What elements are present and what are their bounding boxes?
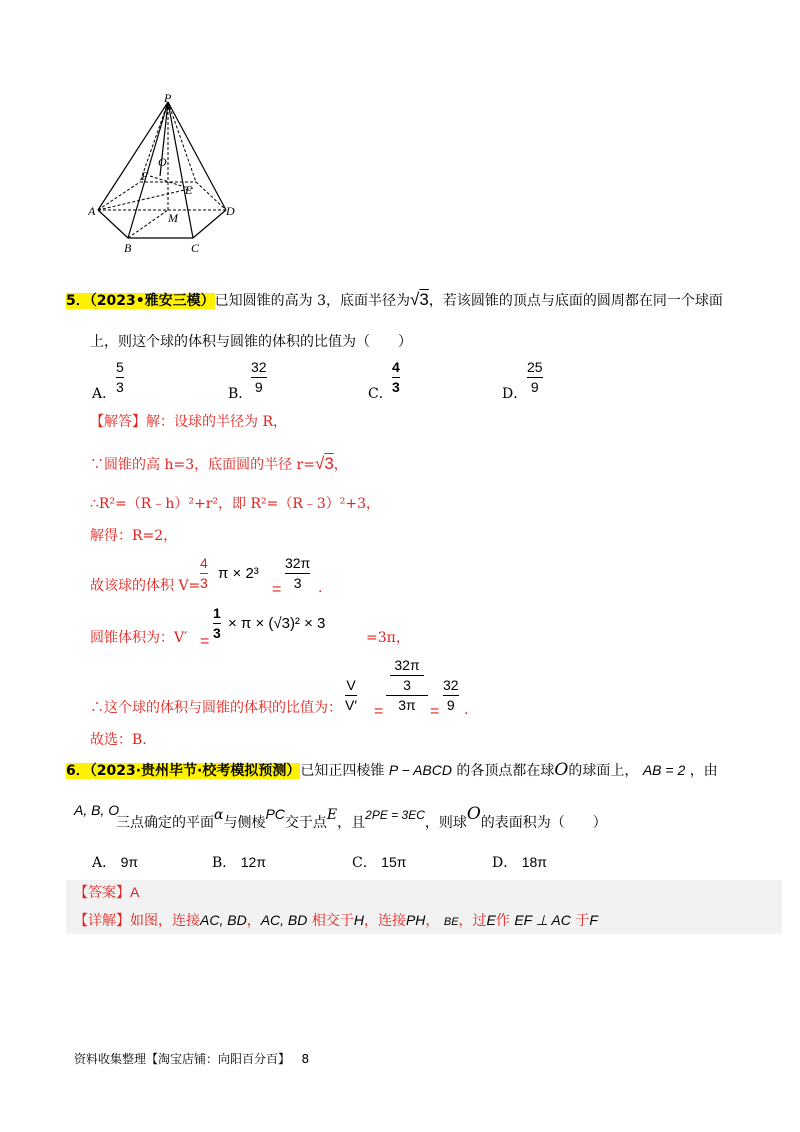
- q5-option-b: B．: [228, 386, 253, 402]
- q5-l7-end: .: [464, 702, 469, 718]
- q5-l6-mid: × π × (√3)² × 3: [228, 615, 326, 632]
- point-label: O: [158, 155, 167, 169]
- q5-l7-frac1: V V′: [345, 677, 357, 713]
- q6-option-a: A． 9π: [92, 854, 139, 871]
- sqrt-symbol: √3: [410, 290, 429, 309]
- q5-tag: 5．（2023•雅安三模）: [66, 293, 215, 309]
- q5-l5-frac1: 4 3: [200, 555, 208, 591]
- q6-option-c: C． 15π: [352, 854, 407, 871]
- q6-option-d: D． 18π: [492, 854, 547, 871]
- q5-solution-line6: 圆锥体积为：V′: [90, 630, 188, 646]
- q5-solution-line8: 故选：B.: [90, 732, 147, 748]
- q5-l7-eq1: =: [374, 703, 384, 720]
- q6-points: A, B, O: [74, 802, 120, 818]
- q5-line1: [66, 290, 723, 311]
- q6-option-b: B． 12π: [212, 854, 266, 871]
- point-label: E: [185, 183, 193, 197]
- page-number: 8: [301, 1052, 310, 1066]
- q5-l6-frac: 1 3: [213, 605, 221, 641]
- q5-option-d-frac: 25 9: [527, 359, 543, 395]
- q6-line1: 6．（2023·贵州毕节·校考模拟预测）已知正四棱锥 P − ABCD 的各顶点都在球O的球面上， AB = 2 ，由: [66, 760, 718, 780]
- q5-l7-frac3: 32 9: [443, 677, 459, 713]
- q5-option-c: C．: [368, 386, 393, 402]
- page-footer: 资料收集整理【淘宝店铺：向阳百分百】 8: [74, 1052, 310, 1066]
- q5-l6-eq: =: [200, 633, 210, 650]
- q5-option-d: D．: [502, 386, 528, 402]
- q5-solution-line2: ∵圆锥的高 h=3，底面圆的半径 r=√3，: [90, 454, 348, 473]
- q5-text: ，若该圆锥的顶点与底面的圆周都在同一个球面: [428, 293, 723, 309]
- point-label: P: [164, 92, 172, 105]
- q5-l7-frac2: 32π 3 3π: [386, 658, 428, 713]
- q5-option-a: A．: [92, 386, 117, 402]
- q5-l7-eq2: =: [430, 703, 440, 720]
- pyramid-figure: [88, 92, 248, 262]
- q5-solution-line1: 【解答】解：设球的半径为 R，: [90, 414, 287, 430]
- q6-tag: 6．（2023·贵州毕节·校考模拟预测）: [66, 763, 301, 779]
- q5-solution-line5: 故该球的体积 V=: [90, 578, 201, 594]
- q5-l5-frac2: 32π 3: [285, 555, 311, 591]
- q5-text: 已知圆锥的高为 3，底面半径为: [214, 293, 411, 309]
- q5-solution-line4: 解得：R=2，: [90, 528, 178, 544]
- q5-l5-eq: =: [272, 581, 282, 598]
- point-label: B: [124, 241, 132, 255]
- q5-option-c-frac: 4 3: [392, 359, 400, 395]
- point-label: C: [191, 241, 200, 255]
- point-label: F: [141, 169, 149, 183]
- q5-solution-line7: ∴这个球的体积与圆锥的体积的比值为：: [90, 700, 342, 716]
- q5-line2: 上，则这个球的体积与圆锥的体积的比值为（ ）: [90, 334, 412, 350]
- q6-detail: 【详解】如图，连接AC, BD，AC, BD 相交于H，连接PH， BE，过E作 EF ⊥ AC 于F: [74, 912, 598, 929]
- point-label: M: [168, 211, 178, 225]
- q5-option-b-frac: 32 9: [251, 359, 267, 395]
- q6-line2: 三点确定的平面α与侧棱PC交于点E，且2PE = 3EC，则球O的表面积为（ ）: [116, 804, 607, 831]
- point-label: A: [88, 204, 96, 218]
- point-label: D: [226, 204, 235, 218]
- q5-l5-mid: π × 2³: [218, 565, 259, 582]
- q5-option-a-frac: 5 3: [116, 359, 124, 395]
- q5-l6-end: =3π，: [366, 630, 410, 646]
- q5-l5-end: .: [318, 580, 323, 596]
- q6-answer: 【答案】A: [74, 884, 140, 901]
- q5-solution-line3: ∴R²=（R﹣h）²+r²，即 R²=（R﹣3）²+3，: [90, 496, 381, 512]
